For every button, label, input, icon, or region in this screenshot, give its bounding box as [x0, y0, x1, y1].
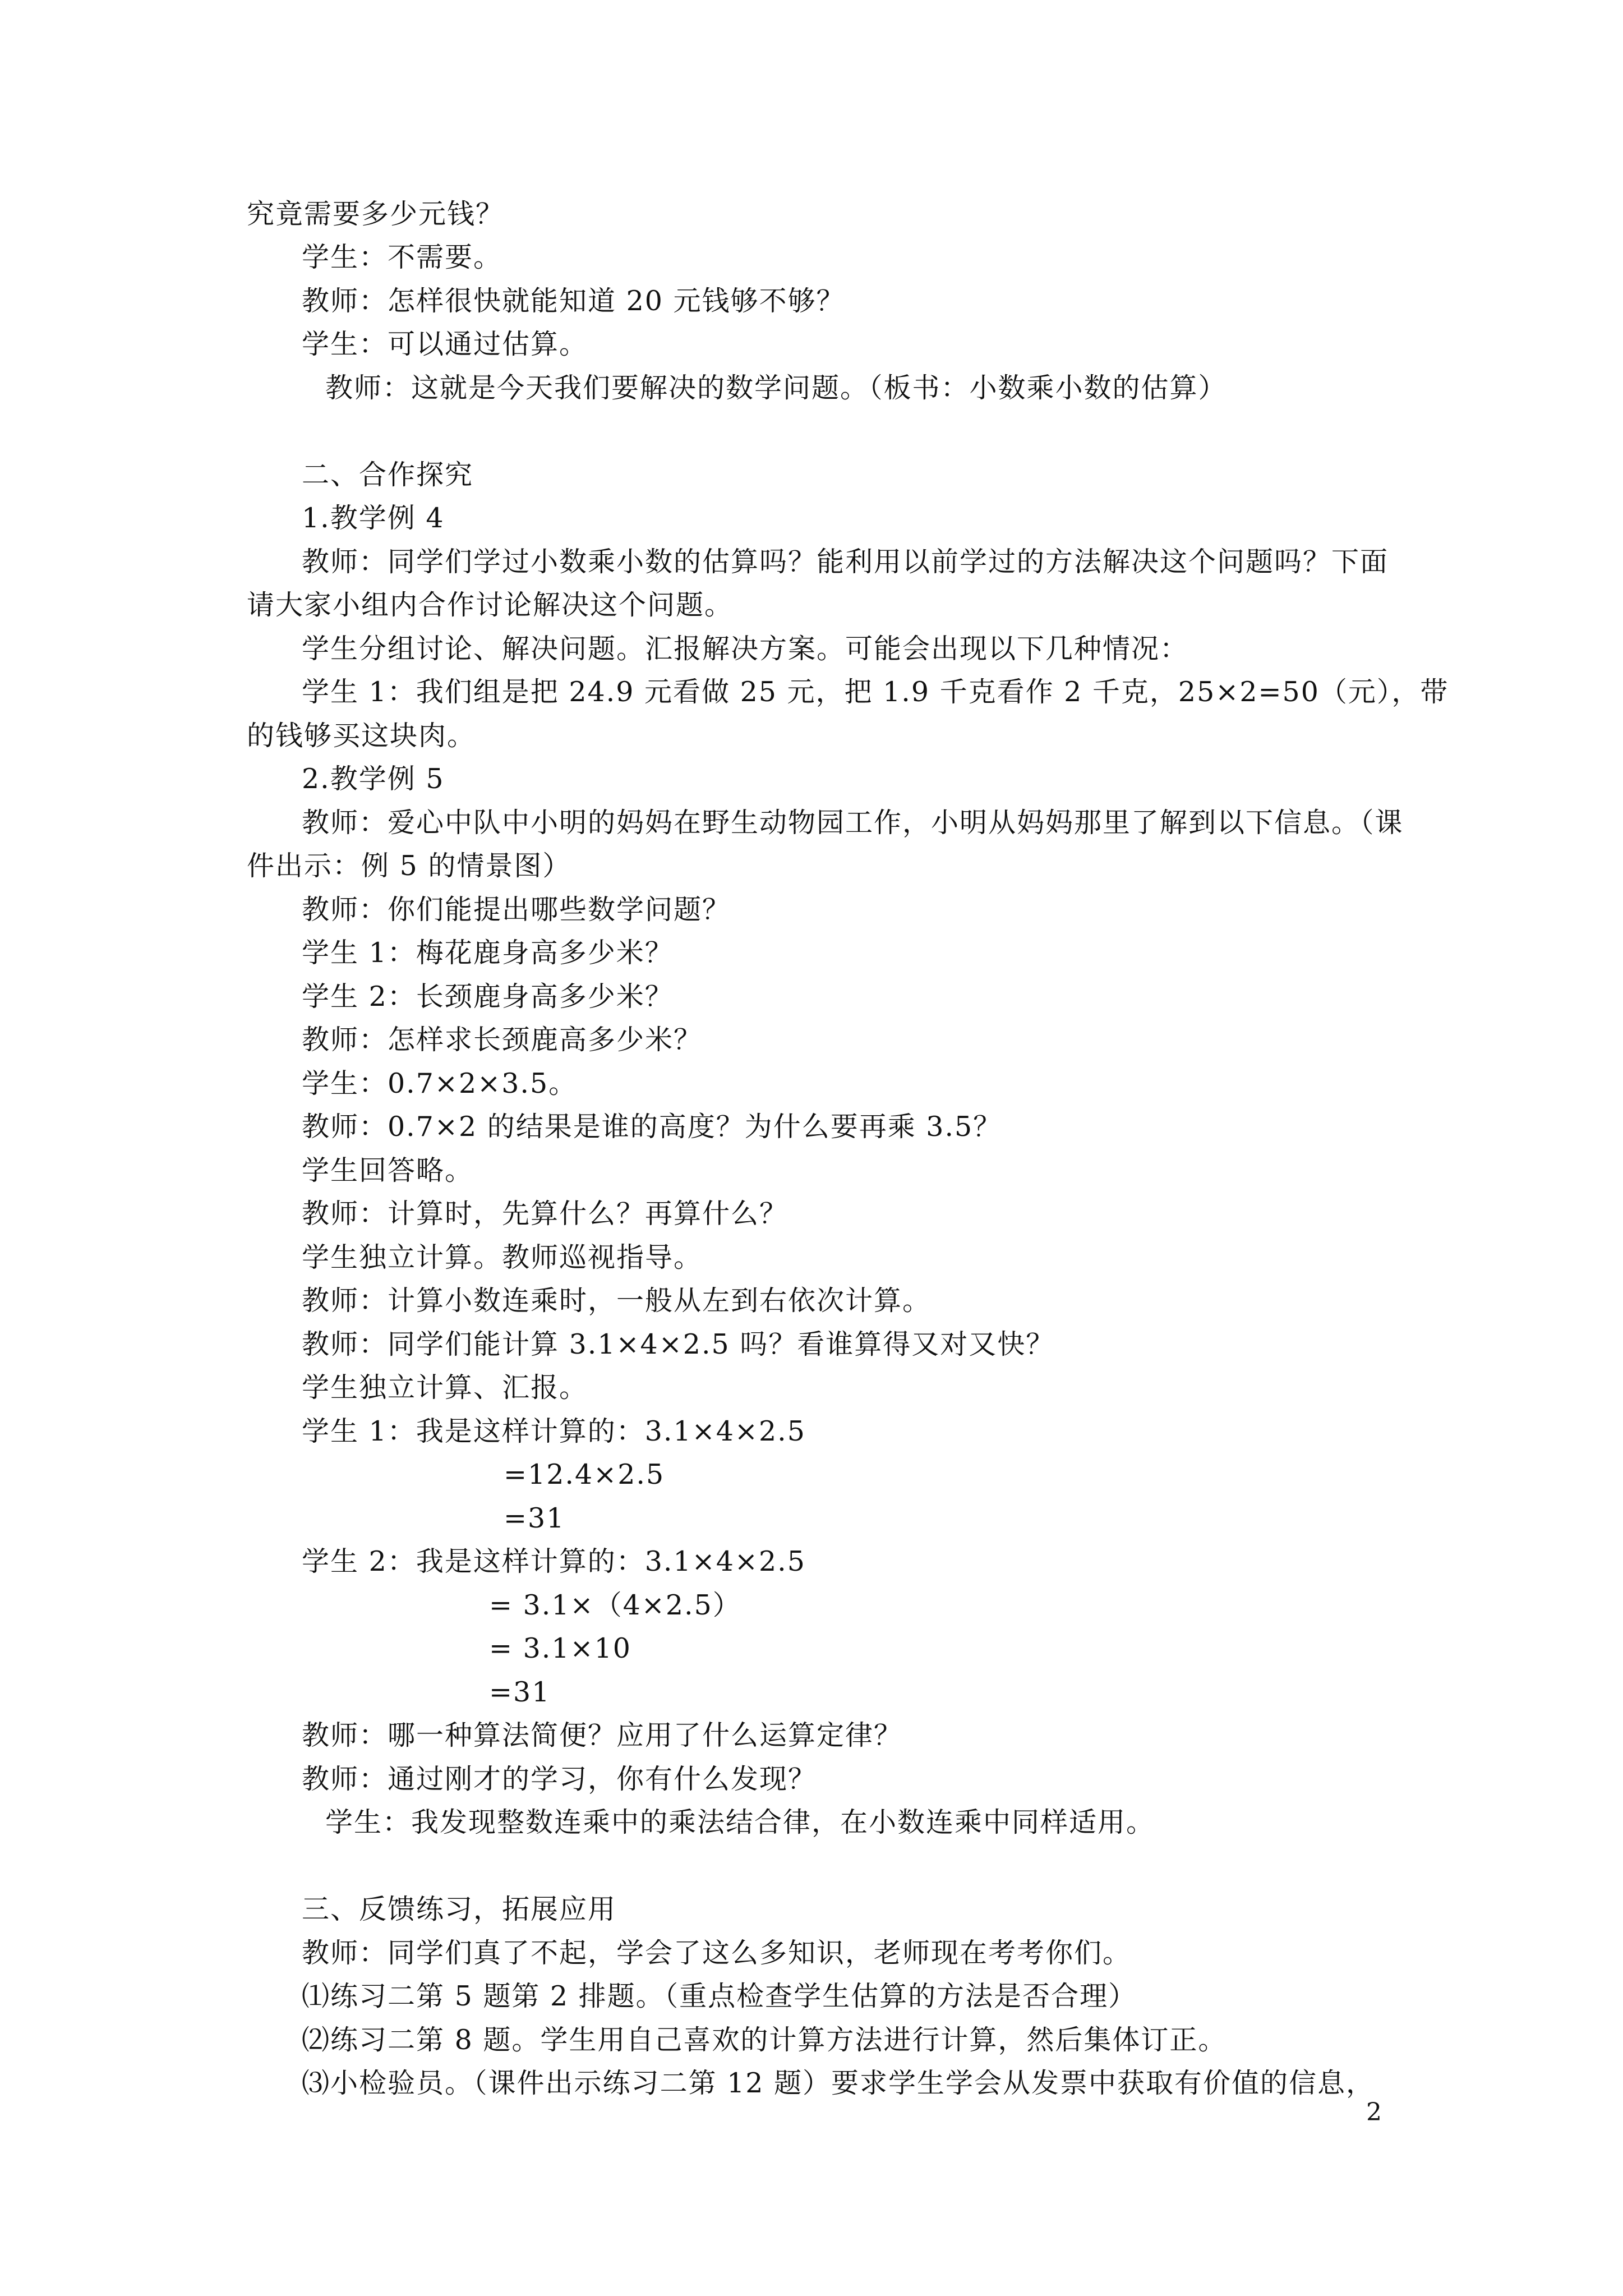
text-line: 件出示：例 5 的情景图） — [247, 850, 571, 882]
text-line: 学生分组讨论、解决问题。汇报解决方案。可能会出现以下几种情况： — [302, 633, 1189, 665]
text-line: 学生 2：长颈鹿身高多少米？ — [302, 981, 674, 1013]
text-line: 教师：爱心中队中小明的妈妈在野生动物园工作，小明从妈妈那里了解到以下信息。（课 — [302, 807, 1404, 839]
subsection-heading: 1.教学例 4 — [302, 502, 445, 534]
text-line: ⑶小检验员。（课件出示练习二第 12 题）要求学生学会从发票中获取有价值的信息， — [302, 2067, 1375, 2099]
text-line: 教师：怎样很快就能知道 20 元钱够不够？ — [302, 285, 845, 317]
calculation-line: 学生 2：我是这样计算的：3.1×4×2.5 — [302, 1545, 806, 1577]
text-line: 教师：怎样求长颈鹿高多少米？ — [302, 1024, 703, 1056]
text-line: 教师：你们能提出哪些数学问题？ — [302, 894, 731, 926]
text-line: 教师：通过刚才的学习，你有什么发现？ — [302, 1763, 817, 1795]
text-line: ⑵练习二第 8 题。学生用自己喜欢的计算方法进行计算，然后集体订正。 — [302, 2024, 1227, 2056]
text-line: 学生：0.7×2×3.5。 — [302, 1068, 578, 1099]
text-line: 教师：同学们学过小数乘小数的估算吗？能利用以前学过的方法解决这个问题吗？下面 — [302, 546, 1389, 578]
text-line: 学生：我发现整数连乘中的乘法结合律，在小数连乘中同样适用。 — [325, 1806, 1155, 1838]
text-line: 教师：同学们真了不起，学会了这么多知识，老师现在考考你们。 — [302, 1937, 1132, 1969]
calculation-line: =31 — [489, 1676, 551, 1708]
calculation-line: 学生 1：我是这样计算的：3.1×4×2.5 — [302, 1415, 806, 1447]
text-line: 教师：0.7×2 的结果是谁的高度？为什么要再乘 3.5？ — [302, 1111, 1002, 1143]
calculation-line: =31 — [504, 1502, 565, 1534]
section-heading: 三、反馈练习，拓展应用 — [302, 1893, 617, 1925]
text-line: 学生回答略。 — [302, 1154, 474, 1186]
text-line: 学生：不需要。 — [302, 241, 502, 273]
section-heading: 二、合作探究 — [302, 459, 474, 491]
calculation-line: = 3.1×（4×2.5） — [489, 1589, 741, 1621]
text-line: 学生独立计算、汇报。 — [302, 1372, 588, 1404]
calculation-line: = 3.1×10 — [489, 1632, 631, 1664]
text-line: ⑴练习二第 5 题第 2 排题。（重点检查学生估算的方法是否合理） — [302, 1980, 1137, 2012]
text-line: 教师：这就是今天我们要解决的数学问题。（板书：小数乘小数的估算） — [325, 372, 1227, 404]
text-line: 教师：计算小数连乘时，一般从左到右依次计算。 — [302, 1285, 932, 1317]
calculation-line: =12.4×2.5 — [504, 1458, 665, 1490]
text-line: 学生独立计算。教师巡视指导。 — [302, 1241, 703, 1273]
page-number: 2 — [1366, 2098, 1382, 2127]
text-line: 教师：哪一种算法简便？应用了什么运算定律？ — [302, 1719, 903, 1751]
text-line: 教师：计算时，先算什么？再算什么？ — [302, 1198, 789, 1230]
text-line: 学生 1：我们组是把 24.9 元看做 25 元，把 1.9 千克看作 2 千克，25×2=50（元），带 — [302, 676, 1449, 708]
text-line: 究竟需要多少元钱？ — [247, 198, 505, 230]
text-line: 学生 1：梅花鹿身高多少米？ — [302, 937, 674, 969]
text-line: 请大家小组内合作讨论解决这个问题。 — [247, 589, 734, 621]
text-line: 学生：可以通过估算。 — [302, 328, 588, 360]
subsection-heading: 2.教学例 5 — [302, 763, 445, 795]
text-line: 教师：同学们能计算 3.1×4×2.5 吗？看谁算得又对又快？ — [302, 1328, 1055, 1360]
text-line: 的钱够买这块肉。 — [247, 720, 476, 752]
